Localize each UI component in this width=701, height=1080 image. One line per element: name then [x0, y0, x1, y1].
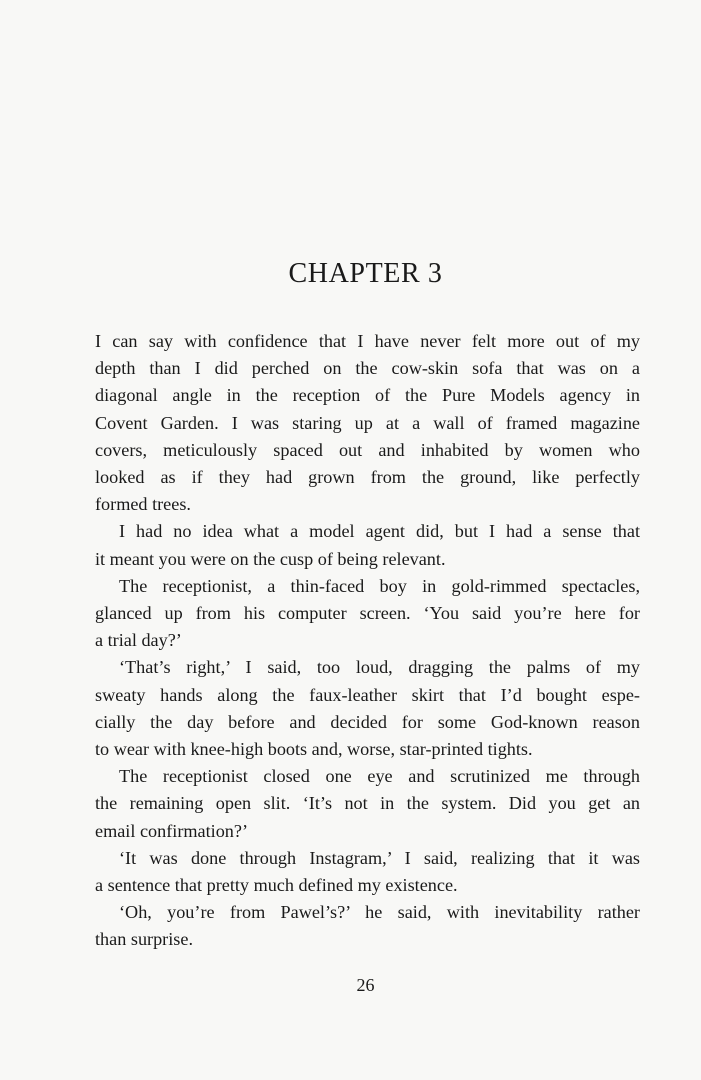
- text-line: the remaining open slit. ‘It’s not in the system. Did you get an: [95, 793, 640, 814]
- text-line: covers, meticulously spaced out and inhabited by women who: [95, 439, 640, 460]
- text-line: looked as if they had grown from the ground, like perfectly: [95, 467, 640, 488]
- text-line: glanced up from his computer screen. ‘You said you’re here for: [95, 603, 640, 624]
- text-line: a sentence that pretty much defined my existence.: [95, 875, 458, 896]
- text-line: ‘It was done through Instagram,’ I said, realizing that it was: [119, 847, 640, 868]
- text-line: The receptionist closed one eye and scrutinized me through: [119, 766, 640, 787]
- text-line: I can say with confidence that I have never felt more out of my: [95, 331, 640, 351]
- text-line: it meant you were on the cusp of being relevant.: [95, 548, 446, 569]
- text-line: cially the day before and decided for some God-known reason: [95, 711, 640, 732]
- text-line: a trial day?’: [95, 630, 182, 651]
- text-line: Covent Garden. I was staring up at a wall of framed magazine: [95, 412, 640, 433]
- chapter-body-text: [95, 328, 640, 954]
- text-line: email confirmation?’: [95, 820, 249, 841]
- text-line: ‘Oh, you’re from Pawel’s?’ he said, with inevitability rather: [119, 902, 640, 923]
- page-number: 26: [356, 975, 375, 995]
- text-line: than surprise.: [95, 929, 193, 950]
- text-line: diagonal angle in the reception of the Pure Models agency in: [95, 385, 640, 406]
- chapter-title: CHAPTER 3: [288, 258, 443, 289]
- text-line: formed trees.: [95, 494, 191, 515]
- text-line: ‘That’s right,’ I said, too loud, dragging the palms of my: [119, 657, 640, 678]
- text-line: depth than I did perched on the cow-skin sofa that was on a: [95, 358, 640, 379]
- text-line: sweaty hands along the faux-leather skirt that I’d bought espe-: [95, 684, 640, 705]
- text-line: I had no idea what a model agent did, but I had a sense that: [119, 521, 640, 542]
- text-line: The receptionist, a thin-faced boy in gold-rimmed spectacles,: [119, 575, 640, 596]
- text-line: to wear with knee-high boots and, worse, star-printed tights.: [95, 739, 533, 760]
